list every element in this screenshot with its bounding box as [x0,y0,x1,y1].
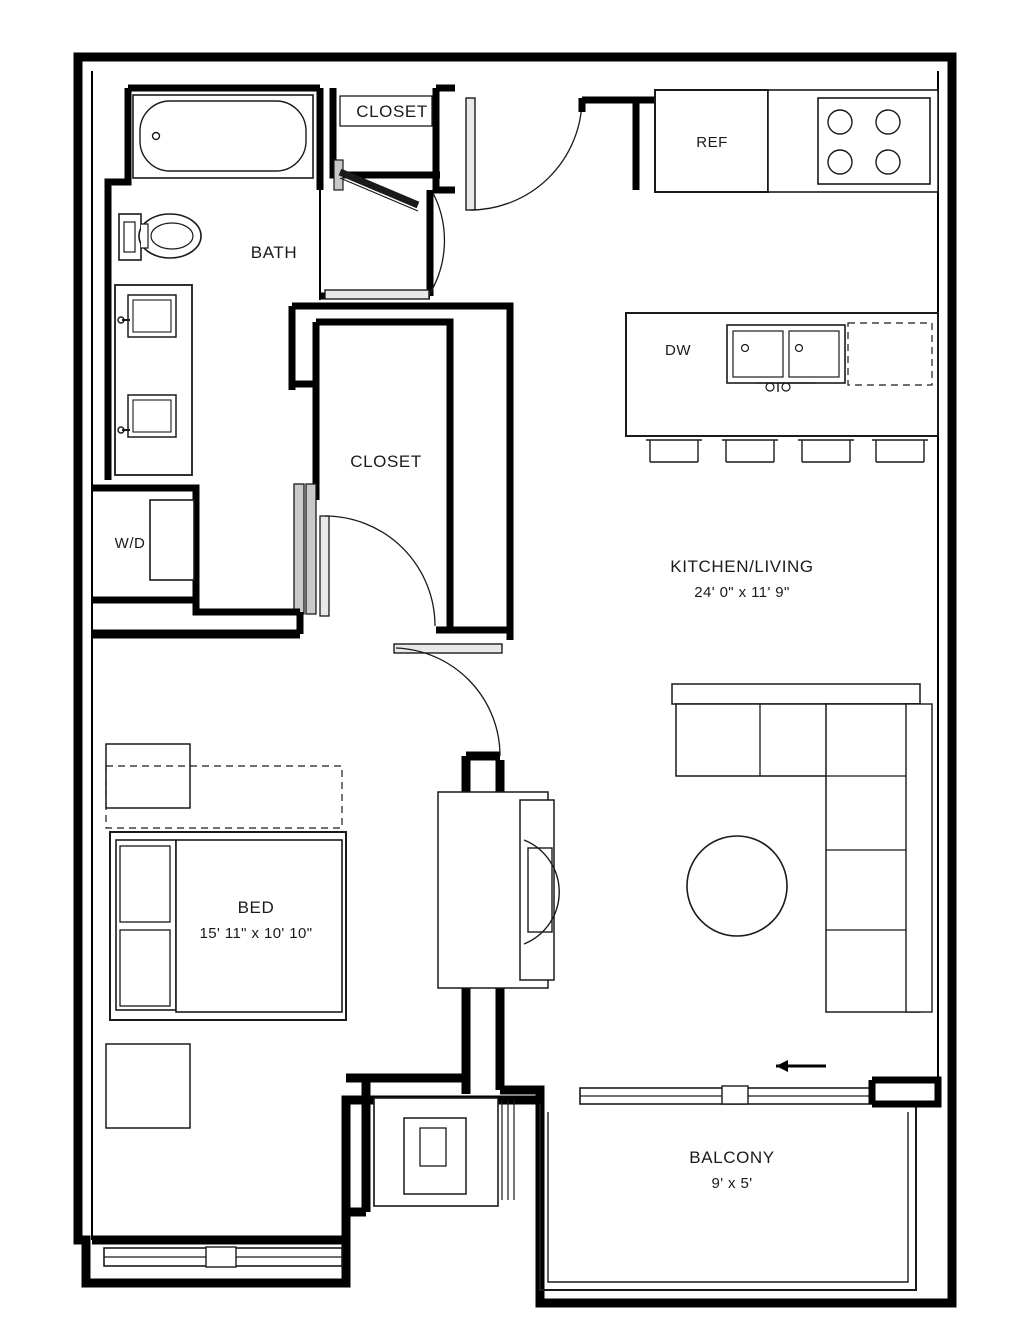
room-label-closet-upper: CLOSET [356,102,428,121]
kitchen-sink [727,325,845,392]
bedroom-dresser [438,792,559,988]
room-dim-kitchen-living: 24' 0" x 11' 9" [694,584,790,601]
exterior-walls [78,57,952,1303]
bar-stools [646,440,928,462]
slide-direction-arrow [776,1060,826,1072]
lower-fixture-room [374,1098,514,1206]
bedroom-slider-window [104,1247,342,1267]
refrigerator [655,90,768,192]
closet-upper-bifold-door [334,160,418,211]
closet-lower-door [294,484,435,626]
kitchen-walls [582,98,660,190]
room-dim-bed: 15' 11" x 10' 10" [199,925,313,942]
room-label-closet-lower: CLOSET [350,452,422,471]
kitchen-island [626,313,938,462]
room-label-bed: BED [237,898,275,917]
entry-door [466,98,582,210]
balcony [540,1104,916,1290]
sectional-sofa [672,684,932,1012]
room-label-balcony: BALCONY [689,1148,775,1167]
appliance-label-wd: W/D [114,535,146,552]
kitchen-counter-range [768,90,938,192]
room-label-kitchen-living: KITCHEN/LIVING [670,557,814,576]
washer-dryer [92,488,300,612]
bedroom-door [394,644,502,756]
room-label-bath: BATH [250,243,298,262]
double-vanity [115,285,192,475]
room-dim-balcony: 9' x 5' [711,1175,753,1192]
bathtub [133,95,313,178]
closet-lower-walls [292,306,510,640]
toilet [119,214,201,260]
appliance-label-dw: DW [665,342,691,359]
closet-upper [333,88,440,211]
balcony-sliding-door [580,1060,938,1104]
appliance-label-ref: REF [696,134,728,151]
